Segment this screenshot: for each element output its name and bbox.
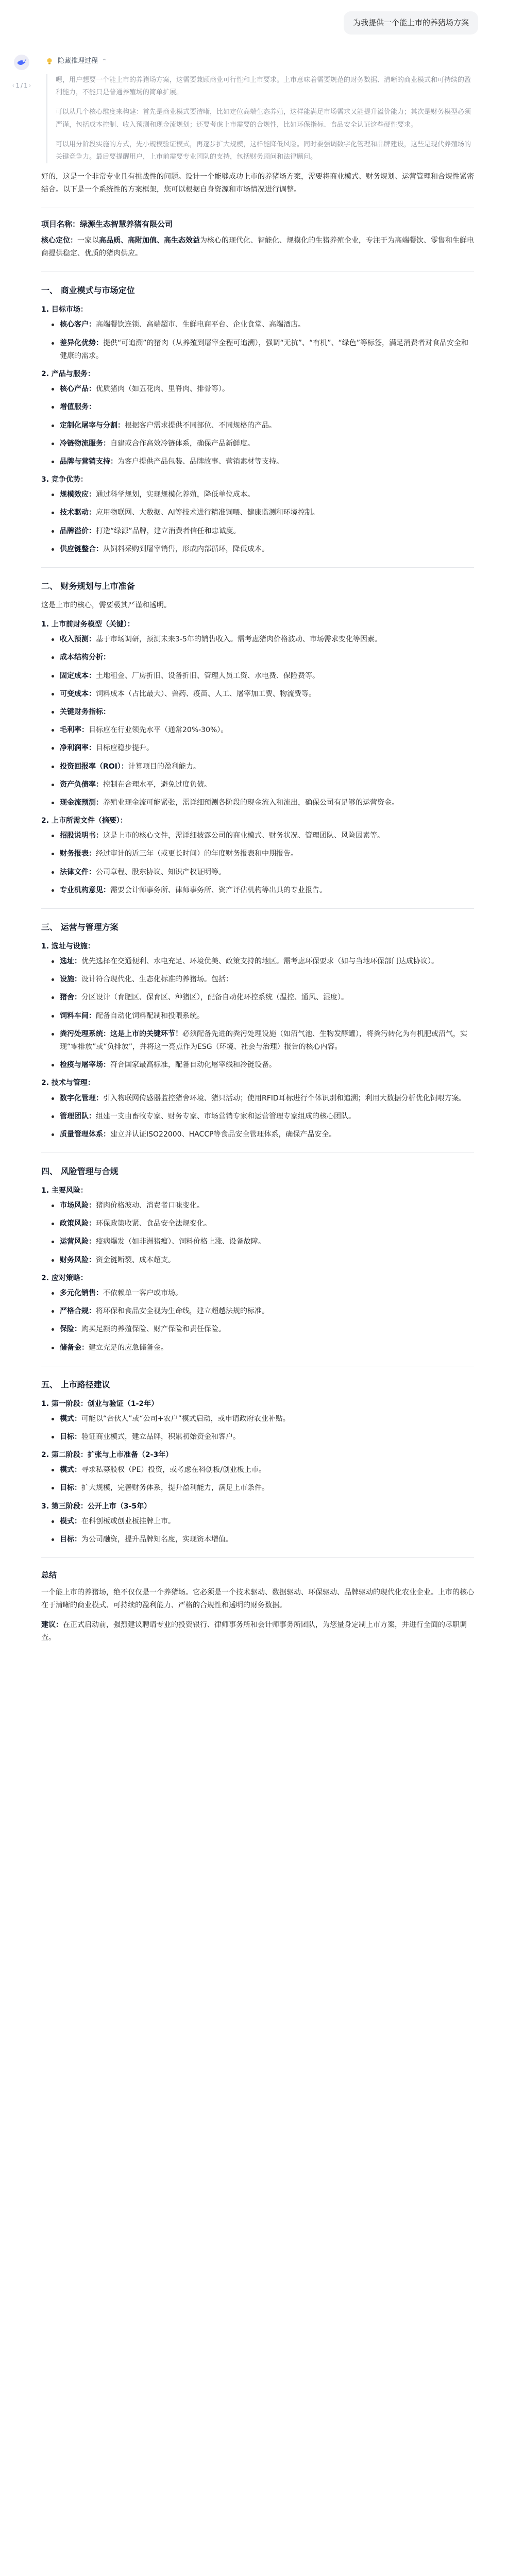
- section-lead: 这是上市的核心，需要极其严谨和透明。: [41, 601, 171, 609]
- item-label: 饲料车间：: [60, 1011, 96, 1020]
- item-text: 自建或合作高效冷链体系，确保产品新鲜度。: [110, 439, 255, 448]
- item-text: 应用物联网、大数据、AI等技术进行精准饲喂、健康监测和环境控制。: [96, 509, 319, 517]
- item-label: 品牌溢价：: [60, 527, 96, 535]
- list-item: [41, 973, 474, 986]
- item-label: 投资回报率（ROI）：: [60, 762, 128, 771]
- item-text: 疫病爆发（如非洲猪瘟）、饲料价格上涨、设备故障。: [96, 1238, 265, 1246]
- item-label: 财务风险：: [60, 1256, 96, 1264]
- core-bold: 高品质、高附加值、高生态效益: [99, 236, 200, 245]
- item-label: 模式：: [60, 1414, 81, 1423]
- list-item: [41, 1199, 474, 1212]
- item-text: 必须配备先进的粪污处理设施（如沼气池、生物发酵罐），将粪污转化为有机肥或沼气，实现“零排放”或“负排放”，并将这一亮点作为ESG（环境、社会与治理）报告的核心内容。: [60, 1029, 467, 1051]
- bullet-list: [41, 1199, 474, 1267]
- item-label: 粪污处理系统：这是上市的关键环节！: [60, 1029, 182, 1038]
- item-text: 购买足额的养殖保险、财产保险和责任保险。: [81, 1325, 226, 1334]
- summary-title: 总结: [41, 1570, 57, 1580]
- item-text: 公司章程、股东协议、知识产权证明等。: [96, 868, 226, 876]
- bullet-list: [41, 955, 474, 1072]
- list-item: [41, 633, 474, 646]
- list-item: [41, 991, 474, 1004]
- section-title: 一、 商业模式与市场定位: [41, 285, 135, 296]
- item-text: 在科创板或创业板挂牌上市。: [81, 1517, 175, 1526]
- item-text: 基于市场调研，预测未来3-5年的销售收入。需考虑猪肉价格波动、市场需求变化等因素。: [96, 635, 382, 644]
- list-item: [41, 829, 474, 842]
- list-item: [41, 1413, 474, 1426]
- section-title: 二、 财务规划与上市准备: [41, 581, 135, 591]
- list-item: [41, 437, 474, 450]
- assistant-answer: [41, 53, 474, 1645]
- list-item: [41, 1323, 474, 1336]
- answer-content: [41, 171, 474, 1645]
- item-label: 目标：: [60, 1432, 81, 1441]
- item-label: 招股说明书：: [60, 832, 103, 840]
- pager-current: 1: [15, 82, 20, 89]
- item-text: 经过审计的近三年（或更长时间）的年度财务报表和中期报告。: [96, 850, 298, 858]
- list-item: [41, 955, 474, 968]
- subsection-heading: 3. 竞争优势：: [41, 476, 88, 484]
- item-text: 需要会计师事务所、律师事务所、资产评估机构等出具的专业报告。: [110, 886, 327, 894]
- subsection-heading: 3. 第三阶段：公开上市（3-5年）: [41, 1502, 151, 1511]
- reasoning-paragraph: 嗯，用户想要一个能上市的养猪场方案，这需要兼顾商业可行性和上市要求。上市意味着需要规范的财务数据、清晰的商业模式和可持续的盈利能力，不能只是普通养殖场的简单扩展。: [56, 76, 471, 97]
- item-label: 可变成本：: [60, 689, 96, 698]
- item-label: 成本结构分析：: [60, 653, 110, 662]
- item-text: 寻求私募股权（PE）投资，或考虑在科创板/创业板上市。: [81, 1466, 266, 1475]
- item-text: 建立并认证ISO22000、HACCP等食品安全管理体系，确保产品安全。: [110, 1130, 336, 1139]
- list-item: [41, 796, 474, 809]
- subsection-heading: 1. 主要风险：: [41, 1186, 88, 1195]
- item-label: 增值服务：: [60, 403, 96, 412]
- list-item: [41, 318, 474, 331]
- item-text: 目标应在行业领先水平（通常20%-30%）。: [89, 726, 228, 735]
- item-text: 设计符合现代化、生态化标准的养猪场。包括：: [81, 975, 233, 984]
- list-item: [41, 1028, 474, 1054]
- list-item: [41, 1128, 474, 1141]
- list-item: [41, 1254, 474, 1267]
- list-item: [41, 455, 474, 468]
- response-pager: [11, 80, 32, 92]
- subsection-heading: 1. 选址与设施：: [41, 942, 95, 951]
- item-text: 优质猪肉（如五花肉、里脊肉、排骨等）。: [96, 385, 229, 394]
- bullet-list: [41, 1464, 474, 1495]
- item-label: 储备金：: [60, 1343, 89, 1352]
- item-label: 净利润率：: [60, 744, 96, 753]
- list-item: [41, 1010, 474, 1023]
- item-text: 引入物联网传感器监控猪舍环境、猪只活动；使用RFID耳标进行个体识别和追溯；利用大数据分析优化饲喂方案。: [103, 1094, 466, 1103]
- list-item: [41, 670, 474, 683]
- item-text: 通过科学规划，实现规模化养殖，降低单位成本。: [96, 490, 255, 499]
- item-label: 政策风险：: [60, 1219, 96, 1228]
- item-label: 目标：: [60, 1484, 81, 1493]
- item-text: 环保政策收紧、食品安全法规变化。: [96, 1219, 211, 1228]
- item-label: 现金流预测：: [60, 798, 103, 807]
- prev-response-icon[interactable]: ‹: [12, 82, 15, 89]
- item-text: 从饲料采购到屠宰销售，形成内部循环，降低成本。: [103, 545, 269, 553]
- bullet-list: [41, 1287, 474, 1354]
- divider: [41, 567, 474, 568]
- item-text: 可能以“合伙人”或“公司+农户”模式启动，或申请政府农业补贴。: [81, 1414, 290, 1423]
- item-text: 猪肉价格波动、消费者口味变化。: [96, 1201, 204, 1210]
- item-label: 模式：: [60, 1517, 81, 1526]
- list-item: [41, 688, 474, 701]
- item-text: 组建一支由畜牧专家、财务专家、市场营销专家和运营管理专家组成的核心团队。: [96, 1112, 356, 1121]
- item-label: 市场风险：: [60, 1201, 96, 1210]
- item-text: 目标应稳步提升。: [96, 744, 154, 753]
- advice-text: 在正式启动前，强烈建议聘请专业的投资银行、律师事务所和会计师事务所团队，为您量身定制上市方案，并进行全面的尽职调查。: [41, 1620, 467, 1642]
- user-message-bubble: 为我提供一个能上市的养猪场方案: [344, 11, 478, 35]
- list-item: [41, 543, 474, 556]
- bullet-list: [41, 829, 474, 897]
- list-item: [41, 884, 474, 897]
- item-text: 配备自动化饲料配制和投喂系统。: [96, 1011, 204, 1020]
- reasoning-paragraph: 可以从几个核心维度来构建：首先是商业模式要清晰，比如定位高端生态养殖，这样能满足市场需求又能提升溢价能力；其次是财务模型必须严谨，包括成本控制、收入预测和现金流规划；还要考虑上市需要的合规性，比如环保指标、食品安全认证这些硬性要求。: [56, 108, 471, 129]
- item-label: 多元化销售：: [60, 1289, 103, 1297]
- item-text: 优先选择在交通便利、水电充足、环境优美、政策支持的地区。需考虑环保要求（如与当地环保部门达成协议）。: [81, 957, 438, 965]
- list-item: [41, 1305, 474, 1318]
- advice-label: 建议：: [41, 1620, 63, 1629]
- item-text: 饲料成本（占比最大）、兽药、疫苗、人工、屠宰加工费、物流费等。: [96, 689, 316, 698]
- list-item: [41, 1342, 474, 1354]
- item-label: 保险：: [60, 1325, 81, 1334]
- item-label: 差异化优势：: [60, 338, 103, 347]
- item-label: 法律文件：: [60, 868, 96, 876]
- item-label: 技术驱动：: [60, 509, 96, 517]
- item-label: 选址：: [60, 957, 81, 965]
- bullet-list: [41, 488, 474, 556]
- subsection-heading: 1. 目标市场：: [41, 306, 88, 314]
- item-label: 财务报表：: [60, 850, 96, 858]
- item-text: 高端餐饮连锁、高端超市、生鲜电商平台、企业食堂、高端酒店。: [96, 320, 305, 329]
- item-text: 将环保和食品安全视为生命线，建立超越法规的标准。: [96, 1307, 269, 1316]
- item-label: 模式：: [60, 1466, 81, 1475]
- list-item: [41, 706, 474, 719]
- list-item: [41, 651, 474, 664]
- list-item: [41, 724, 474, 737]
- item-label: 供应链整合：: [60, 545, 103, 553]
- item-text: 计算项目的盈利能力。: [128, 762, 200, 771]
- item-label: 资产负债率：: [60, 780, 103, 789]
- item-label: 检疫与屠宰场：: [60, 1061, 110, 1070]
- item-text: 分区设计（育肥区、保育区、种猪区），配备自动化环控系统（温控、通风、湿度）。: [81, 993, 348, 1002]
- subsection-heading: 2. 上市所需文件（摘要）：: [41, 817, 127, 825]
- reasoning-content: [46, 74, 474, 163]
- item-text: 不依赖单一客户或市场。: [103, 1289, 182, 1297]
- pager-total: 1: [24, 82, 28, 89]
- item-text: 打造“绿源”品牌，建立消费者信任和忠诚度。: [96, 527, 241, 535]
- list-item: [41, 506, 474, 519]
- bullet-list: [41, 633, 474, 809]
- list-item: [41, 1515, 474, 1528]
- item-label: 运营风险：: [60, 1238, 96, 1246]
- whale-logo-icon: [16, 57, 27, 68]
- list-item: [41, 1482, 474, 1495]
- list-item: [41, 866, 474, 879]
- section-title: 四、 风险管理与合规: [41, 1166, 119, 1177]
- item-text: 为公司融资，提升品牌知名度，实现资本增值。: [81, 1535, 233, 1544]
- item-label: 固定成本：: [60, 671, 96, 680]
- list-item: [41, 1092, 474, 1105]
- core-text-post: 为核心的现代化、智能化、规模化的生猪养殖企业，专注于为高端餐饮、零售和生鲜电商提供稳定、优质的猪肉供应。: [41, 236, 474, 258]
- chevron-up-icon: ⌃: [102, 57, 107, 64]
- section-title: 五、 上市路径建议: [41, 1379, 110, 1389]
- list-item: [41, 488, 474, 501]
- list-item: [41, 1235, 474, 1248]
- reasoning-label: 隐藏推理过程: [58, 57, 98, 65]
- divider: [41, 1557, 474, 1558]
- core-label: 核心定位：: [41, 236, 77, 245]
- list-item: [41, 525, 474, 538]
- list-item: [41, 848, 474, 860]
- item-label: 管理团队：: [60, 1112, 96, 1121]
- item-label: 质量管理体系：: [60, 1130, 110, 1139]
- subsection-heading: 1. 上市前财务模型（关键）：: [41, 620, 134, 629]
- item-label: 严格合规：: [60, 1307, 96, 1316]
- subsection-heading: 2. 应对策略：: [41, 1274, 88, 1282]
- item-text: 资金链断裂、成本超支。: [96, 1256, 175, 1264]
- item-text: 提供“可追溯”的猪肉（从养殖到屠宰全程可追溯），强调“无抗”、“有机”、“绿色”等标签，满足消费者对食品安全和健康的需求。: [60, 338, 469, 360]
- summary-paragraph: 一个能上市的养猪场，绝不仅仅是一个养猪场。它必须是一个技术驱动、数据驱动、环保驱动、品牌驱动的现代化农业企业。上市的核心在于清晰的商业模式、可持续的盈利能力、严格的合规性和透明的财务数据。: [41, 1588, 474, 1610]
- item-text: 验证商业模式，建立品牌，积累初始资金和客户。: [81, 1432, 240, 1441]
- item-label: 收入预测：: [60, 635, 96, 644]
- pager-sep: /: [20, 82, 23, 89]
- item-text: 这是上市的核心文件，需详细披露公司的商业模式、财务状况、管理团队、风险因素等。: [103, 832, 384, 840]
- sections-container: [41, 272, 474, 1546]
- user-message-row: [0, 11, 507, 35]
- item-label: 专业机构意见：: [60, 886, 110, 894]
- assistant-avatar: [14, 55, 29, 70]
- core-positioning: [41, 234, 474, 260]
- item-label: 毛利率：: [60, 726, 89, 735]
- item-text: 为客户提供产品包装、品牌故事、营销素材等支持。: [117, 457, 283, 466]
- project-title: 项目名称：绿源生态智慧养猪有限公司: [41, 219, 173, 229]
- list-item: [41, 419, 474, 432]
- intro-paragraph: 好的，这是一个非常专业且有挑战性的问题。设计一个能够成功上市的养猪场方案，需要将商业模式、财务规划、运营管理和合规性紧密结合。以下是一个系统性的方案框架，您可以根据自身资源和市场情况进行调整。: [41, 172, 474, 194]
- bullet-list: [41, 318, 474, 363]
- item-text: 根据客户需求提供不同部位、不同规格的产品。: [125, 421, 276, 430]
- bullet-list: [41, 1413, 474, 1444]
- section-title: 三、 运营与管理方案: [41, 922, 119, 933]
- subsection-heading: 2. 第二阶段：扩张与上市准备（2-3年）: [41, 1451, 173, 1460]
- bullet-list: [41, 1092, 474, 1142]
- item-label: 规模效应：: [60, 490, 96, 499]
- toggle-reasoning-button[interactable]: [41, 53, 111, 69]
- core-text-pre: 一家以: [77, 236, 99, 245]
- list-item: [41, 760, 474, 773]
- assistant-rail: [11, 55, 32, 92]
- list-item: [41, 1464, 474, 1477]
- item-label: 定制化屠宰与分割：: [60, 421, 125, 430]
- item-label: 目标：: [60, 1535, 81, 1544]
- list-item: [41, 1533, 474, 1546]
- bullet-list: [41, 1515, 474, 1546]
- lightbulb-icon: [45, 57, 54, 65]
- item-text: 养殖业现金流可能紧张，需详细预测各阶段的现金流入和流出，确保公司有足够的运营资金。: [103, 798, 399, 807]
- item-text: 建立充足的应急储备金。: [89, 1343, 168, 1352]
- item-label: 品牌与营销支持：: [60, 457, 117, 466]
- list-item: [41, 383, 474, 396]
- list-item: [41, 1287, 474, 1300]
- list-item: [41, 401, 474, 414]
- list-item: [41, 1431, 474, 1444]
- list-item: [41, 1059, 474, 1072]
- item-label: 核心客户：: [60, 320, 96, 329]
- next-response-icon[interactable]: ›: [28, 82, 31, 89]
- item-text: 控制在合理水平，避免过度负债。: [103, 780, 211, 789]
- list-item: [41, 778, 474, 791]
- subsection-heading: 1. 第一阶段：创业与验证（1-2年）: [41, 1399, 159, 1408]
- item-label: 猪舍：: [60, 993, 81, 1002]
- list-item: [41, 337, 474, 363]
- item-label: 关键财务指标：: [60, 707, 110, 716]
- item-text: 扩大规模，完善财务体系，提升盈利能力，满足上市条件。: [81, 1484, 269, 1493]
- subsection-heading: 2. 产品与服务：: [41, 369, 95, 378]
- item-label: 数字化管理：: [60, 1094, 103, 1103]
- item-label: 核心产品：: [60, 385, 96, 394]
- list-item: [41, 1217, 474, 1230]
- list-item: [41, 1110, 474, 1123]
- item-label: 设施：: [60, 975, 81, 984]
- list-item: [41, 742, 474, 755]
- reasoning-paragraph: 可以用分阶段实施的方式，先小规模验证模式，再逐步扩大规模，这样能降低风险。同时要强调数字化管理和品牌建设，这些是现代养殖场的关键竞争力。最后要提醒用户，上市前需要专业团队的支持，包括财务顾问和法律顾问。: [56, 140, 471, 161]
- divider: [41, 908, 474, 909]
- summary-advice: [41, 1619, 474, 1645]
- item-label: 冷链物流服务：: [60, 439, 110, 448]
- bullet-list: [41, 383, 474, 468]
- item-text: 符合国家最高标准，配备自动化屠宰线和冷链设备。: [110, 1061, 276, 1070]
- subsection-heading: 2. 技术与管理：: [41, 1079, 95, 1088]
- item-text: 土地租金、厂房折旧、设备折旧、管理人员工资、水电费、保险费等。: [96, 671, 319, 680]
